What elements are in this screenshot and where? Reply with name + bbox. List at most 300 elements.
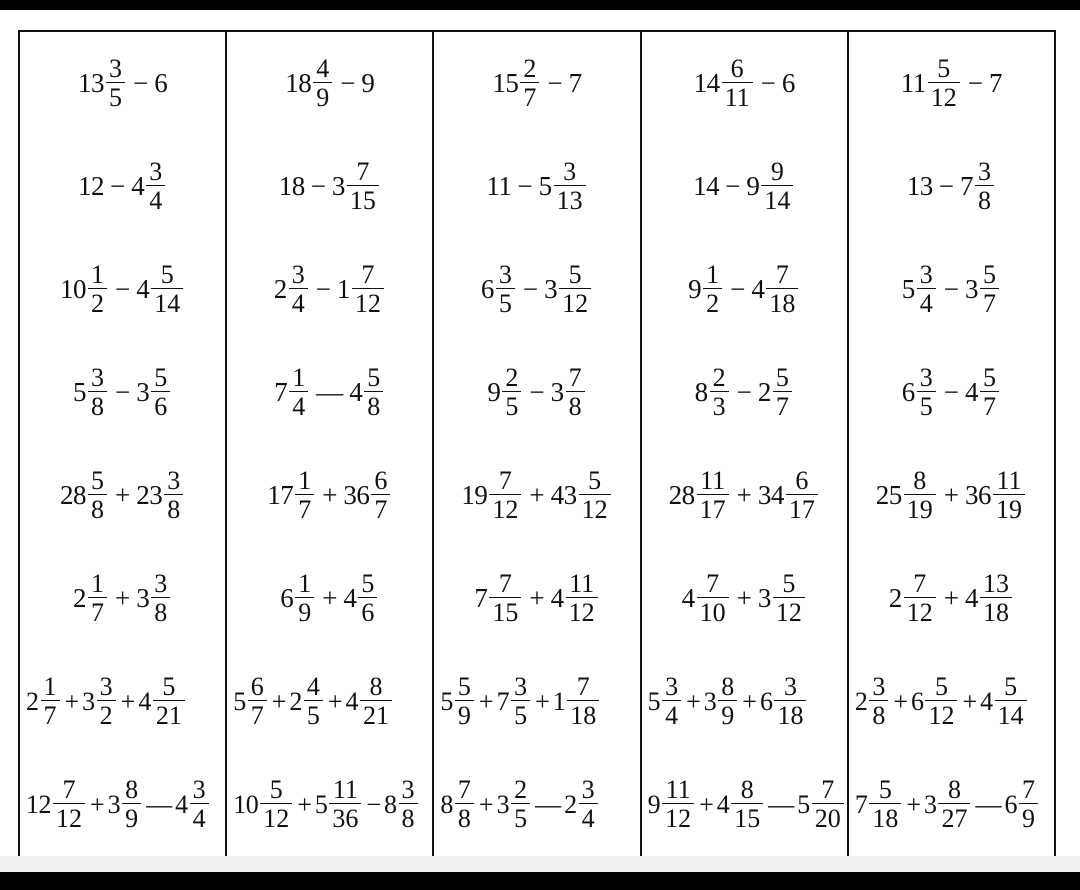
math-expression	[688, 262, 800, 317]
denominator: 4	[289, 288, 308, 317]
numerator: 9	[770, 157, 784, 186]
whole-number: 6	[280, 583, 294, 613]
math-expression	[267, 468, 392, 523]
table-cell	[642, 444, 847, 547]
numerator: 3	[149, 157, 163, 186]
math-expression	[78, 56, 167, 111]
fraction	[347, 159, 379, 214]
math-expression	[285, 56, 374, 111]
table-cell	[642, 238, 847, 341]
numerator: 3	[665, 672, 679, 701]
numerator: 7	[706, 569, 720, 598]
whole-number: 3	[923, 789, 937, 819]
fraction	[703, 262, 722, 317]
operator: −	[132, 68, 149, 98]
fraction	[980, 262, 999, 317]
whole-number: 3	[136, 377, 150, 407]
fraction	[304, 674, 323, 729]
fraction	[260, 777, 292, 832]
numerator: 5	[878, 775, 892, 804]
denominator: 4	[289, 391, 308, 420]
denominator: 15	[347, 185, 379, 214]
fraction	[1019, 777, 1038, 832]
fraction	[869, 777, 901, 832]
operator: +	[529, 583, 545, 613]
numerator: 7	[361, 260, 375, 289]
math-expression	[280, 571, 379, 626]
whole-number: 6	[480, 274, 494, 304]
denominator: 7	[980, 288, 999, 317]
numerator: 5	[90, 466, 104, 495]
table-cell	[434, 444, 639, 547]
denominator: 12	[662, 803, 694, 832]
whole-number: 4	[343, 583, 357, 613]
fraction	[904, 468, 936, 523]
operator: +	[742, 686, 757, 716]
math-expression	[274, 365, 385, 420]
fraction	[917, 365, 936, 420]
denominator: 15	[731, 803, 763, 832]
denominator: 8	[869, 700, 888, 729]
whole-number: 4	[131, 171, 145, 201]
math-expression	[693, 159, 795, 214]
denominator: 5	[511, 700, 530, 729]
whole-number: 25	[875, 480, 902, 510]
math-expression	[669, 468, 820, 523]
denominator: 13	[554, 185, 586, 214]
whole-number: 8	[384, 789, 397, 819]
numerator: 1	[298, 569, 312, 598]
fraction	[520, 56, 539, 111]
operator: —	[975, 789, 1002, 819]
operator: −	[310, 171, 326, 201]
table-cell	[434, 341, 639, 444]
fraction	[97, 674, 116, 729]
numerator: 2	[523, 54, 537, 83]
whole-number: 2	[289, 686, 302, 716]
table-cell	[642, 135, 847, 238]
operator: −	[760, 68, 776, 98]
numerator: 7	[457, 775, 471, 804]
numerator: 11	[332, 775, 358, 804]
fraction	[869, 674, 888, 729]
fraction	[88, 571, 107, 626]
whole-number: 4	[751, 274, 765, 304]
table-cell	[20, 238, 225, 341]
table-cell	[642, 650, 847, 753]
fraction	[566, 365, 585, 420]
fraction	[662, 777, 694, 832]
numerator: 6	[374, 466, 388, 495]
fraction	[697, 571, 729, 626]
whole-number: 3	[136, 583, 150, 613]
denominator: 6	[151, 391, 170, 420]
operator: −	[967, 68, 984, 98]
fraction	[146, 159, 165, 214]
bottom-gray-strip	[0, 856, 1080, 872]
whole-number: 10	[59, 274, 86, 304]
numerator: 3	[154, 569, 168, 598]
whole-number: 7	[568, 68, 582, 98]
whole-number: 3	[965, 274, 979, 304]
numerator: 5	[588, 466, 602, 495]
fraction	[489, 468, 521, 523]
denominator: 18	[980, 597, 1012, 626]
numerator: 6	[250, 672, 264, 701]
fraction	[151, 365, 170, 420]
math-expression	[492, 56, 581, 111]
whole-number: 11	[486, 171, 512, 201]
numerator: 11	[996, 466, 1022, 495]
fraction	[710, 365, 729, 420]
numerator: 3	[99, 672, 113, 701]
whole-number: 4	[136, 274, 150, 304]
numerator: 5	[983, 260, 997, 289]
operator: +	[478, 789, 494, 819]
denominator: 8	[88, 494, 107, 523]
operator: +	[893, 686, 908, 716]
math-expression	[274, 262, 386, 317]
fraction	[993, 468, 1025, 523]
whole-number: 3	[703, 686, 717, 716]
math-expression	[279, 159, 381, 214]
denominator: 17	[697, 494, 729, 523]
table-cell	[849, 547, 1054, 650]
whole-number: 2	[273, 274, 287, 304]
denominator: 12	[904, 597, 936, 626]
denominator: 12	[925, 700, 957, 729]
fraction	[662, 674, 681, 729]
denominator: 12	[260, 803, 292, 832]
numerator: 1	[706, 260, 720, 289]
numerator: 1	[292, 363, 306, 392]
whole-number: 7	[474, 583, 488, 613]
numerator: 3	[919, 363, 933, 392]
numerator: 8	[721, 672, 735, 701]
denominator: 4	[662, 700, 681, 729]
denominator: 8	[455, 803, 474, 832]
fraction	[489, 571, 521, 626]
whole-number: 5	[314, 789, 328, 819]
numerator: 1	[43, 672, 57, 701]
whole-number: 2	[854, 686, 868, 716]
numerator: 2	[712, 363, 726, 392]
math-expression	[73, 571, 172, 626]
numerator: 1	[90, 569, 104, 598]
table-column-1	[20, 32, 225, 856]
table-cell	[849, 650, 1054, 753]
operator: −	[938, 171, 955, 201]
table-cell	[227, 444, 432, 547]
whole-number: 18	[285, 68, 312, 98]
whole-number: 7	[854, 789, 868, 819]
denominator: 19	[904, 494, 936, 523]
numerator: 4	[306, 672, 320, 701]
math-expression	[440, 674, 601, 729]
whole-number: 9	[361, 68, 375, 98]
whole-number: 28	[59, 480, 86, 510]
numerator: 3	[581, 775, 595, 804]
whole-number: 9	[746, 171, 760, 201]
denominator: 9	[455, 700, 474, 729]
denominator: 4	[190, 803, 209, 832]
numerator: 5	[983, 363, 997, 392]
whole-number: 4	[980, 686, 993, 716]
whole-number: 43	[550, 480, 577, 510]
whole-number: 28	[668, 480, 695, 510]
operator: −	[517, 171, 533, 201]
denominator: 5	[502, 391, 521, 420]
denominator: 7	[980, 391, 999, 420]
whole-number: 11	[900, 68, 926, 98]
whole-number: 6	[759, 686, 773, 716]
fraction	[106, 56, 125, 111]
table-column-2	[225, 32, 432, 856]
fraction	[502, 365, 521, 420]
denominator: 20	[812, 803, 844, 832]
operator: +	[114, 480, 131, 510]
whole-number: 12	[26, 789, 51, 819]
table-cell	[227, 135, 432, 238]
whole-number: 8	[440, 789, 453, 819]
denominator: 27	[938, 803, 970, 832]
denominator: 3	[710, 391, 729, 420]
whole-number: 19	[461, 480, 488, 510]
operator: +	[327, 686, 343, 716]
operator: −	[109, 171, 126, 201]
table-cell	[849, 32, 1054, 135]
denominator: 8	[399, 803, 418, 832]
fraction	[938, 777, 970, 832]
denominator: 12	[773, 597, 805, 626]
whole-number: 1	[336, 274, 350, 304]
whole-number: 7	[989, 68, 1003, 98]
denominator: 12	[579, 494, 611, 523]
whole-number: 34	[757, 480, 784, 510]
operator: +	[529, 480, 545, 510]
operator: —	[316, 377, 344, 407]
denominator: 2	[88, 288, 107, 317]
whole-number: 7	[274, 377, 288, 407]
operator: —	[146, 789, 173, 819]
whole-number: 6	[781, 68, 795, 98]
table-cell	[227, 547, 432, 650]
operator: +	[120, 686, 136, 716]
operator: −	[725, 171, 741, 201]
fraction	[151, 262, 183, 317]
table-cell	[642, 32, 847, 135]
table-cell	[849, 341, 1054, 444]
whole-number: 3	[331, 171, 345, 201]
fraction	[358, 571, 377, 626]
math-expression	[233, 674, 394, 729]
numerator: 5	[775, 363, 789, 392]
math-expression	[461, 468, 612, 523]
math-expression	[648, 777, 846, 832]
denominator: 12	[352, 288, 384, 317]
bottom-black-bar	[0, 872, 1080, 890]
denominator: 14	[151, 288, 183, 317]
numerator: 8	[740, 775, 754, 804]
denominator: 5	[106, 82, 125, 111]
table-cell	[434, 650, 639, 753]
fraction	[697, 468, 729, 523]
exercise-table	[18, 30, 1056, 856]
operator: —	[768, 789, 795, 819]
denominator: 7	[295, 494, 314, 523]
denominator: 4	[146, 185, 165, 214]
denominator: 12	[53, 803, 85, 832]
numerator: 3	[90, 363, 104, 392]
math-expression	[481, 262, 593, 317]
fraction	[352, 262, 384, 317]
fraction	[812, 777, 844, 832]
numerator: 8	[913, 466, 927, 495]
operator: −	[736, 377, 752, 407]
fraction	[455, 777, 474, 832]
table-cell	[434, 238, 639, 341]
denominator: 7	[520, 82, 539, 111]
whole-number: 15	[492, 68, 519, 98]
numerator: 3	[563, 157, 577, 186]
math-expression	[487, 365, 586, 420]
denominator: 21	[153, 700, 185, 729]
fraction	[289, 365, 308, 420]
denominator: 8	[975, 185, 994, 214]
table-cell	[434, 32, 639, 135]
whole-number: 9	[688, 274, 702, 304]
math-expression	[876, 468, 1027, 523]
whole-number: 6	[1004, 789, 1017, 819]
numerator: 5	[367, 363, 381, 392]
denominator: 12	[559, 288, 591, 317]
numerator: 5	[160, 260, 174, 289]
denominator: 10	[697, 597, 729, 626]
math-expression	[233, 777, 419, 832]
fraction	[904, 571, 936, 626]
denominator: 18	[766, 288, 798, 317]
numerator: 1	[298, 466, 312, 495]
operator: −	[547, 68, 563, 98]
operator: +	[297, 789, 312, 819]
math-expression	[682, 571, 807, 626]
denominator: 9	[313, 82, 332, 111]
whole-number: 6	[910, 686, 924, 716]
denominator: 9	[1019, 803, 1038, 832]
table-column-3	[432, 32, 639, 856]
fraction	[41, 674, 60, 729]
numerator: 7	[913, 569, 927, 598]
math-expression	[60, 262, 185, 317]
math-expression	[855, 777, 1040, 832]
denominator: 18	[567, 700, 599, 729]
operator: −	[943, 377, 960, 407]
numerator: 3	[167, 466, 181, 495]
numerator: 7	[498, 466, 512, 495]
whole-number: 3	[550, 377, 564, 407]
denominator: 12	[566, 597, 598, 626]
whole-number: 5	[901, 274, 915, 304]
denominator: 21	[360, 700, 392, 729]
denominator: 12	[928, 82, 960, 111]
math-expression	[73, 365, 172, 420]
numerator: 5	[269, 775, 283, 804]
whole-number: 5	[72, 377, 86, 407]
operator: −	[340, 68, 356, 98]
operator: +	[943, 480, 960, 510]
operator: +	[736, 583, 752, 613]
whole-number: 3	[757, 583, 771, 613]
operator: −	[522, 274, 539, 304]
numerator: 7	[62, 775, 76, 804]
numerator: 3	[108, 54, 122, 83]
operator: −	[529, 377, 545, 407]
fraction	[766, 262, 798, 317]
denominator: 5	[511, 803, 530, 832]
whole-number: 3	[107, 789, 121, 819]
numerator: 8	[125, 775, 139, 804]
numerator: 7	[568, 363, 582, 392]
table-cell	[20, 753, 225, 856]
fraction	[511, 777, 530, 832]
table-cell	[20, 650, 225, 753]
denominator: 8	[88, 391, 107, 420]
whole-number: 3	[544, 274, 558, 304]
whole-number: 4	[138, 686, 151, 716]
table-cell	[434, 753, 639, 856]
denominator: 14	[995, 700, 1027, 729]
numerator: 1	[90, 260, 104, 289]
denominator: 8	[164, 494, 183, 523]
numerator: 4	[316, 54, 330, 83]
table-cell	[434, 547, 639, 650]
fraction	[511, 674, 530, 729]
table-cell	[849, 753, 1054, 856]
table-cell	[20, 341, 225, 444]
numerator: 5	[1004, 672, 1018, 701]
numerator: 7	[576, 672, 590, 701]
fraction	[579, 468, 611, 523]
fraction	[925, 674, 957, 729]
numerator: 5	[361, 569, 375, 598]
whole-number: 14	[693, 171, 720, 201]
numerator: 5	[154, 363, 168, 392]
numerator: 8	[369, 672, 383, 701]
denominator: 9	[295, 597, 314, 626]
math-expression	[901, 56, 1002, 111]
fraction	[153, 674, 185, 729]
fraction	[559, 262, 591, 317]
numerator: 7	[498, 569, 512, 598]
whole-number: 14	[693, 68, 720, 98]
whole-number: 6	[901, 377, 915, 407]
whole-number: 13	[77, 68, 104, 98]
whole-number: 9	[487, 377, 501, 407]
fraction	[980, 571, 1012, 626]
numerator: 5	[568, 260, 582, 289]
denominator: 6	[358, 597, 377, 626]
numerator: 3	[291, 260, 305, 289]
math-expression	[855, 674, 1029, 729]
denominator: 5	[304, 700, 323, 729]
operator: −	[943, 274, 960, 304]
whole-number: 4	[716, 789, 730, 819]
math-expression	[907, 159, 996, 214]
fraction	[773, 365, 792, 420]
whole-number: 3	[82, 686, 95, 716]
fraction	[151, 571, 170, 626]
operator: +	[943, 583, 960, 613]
